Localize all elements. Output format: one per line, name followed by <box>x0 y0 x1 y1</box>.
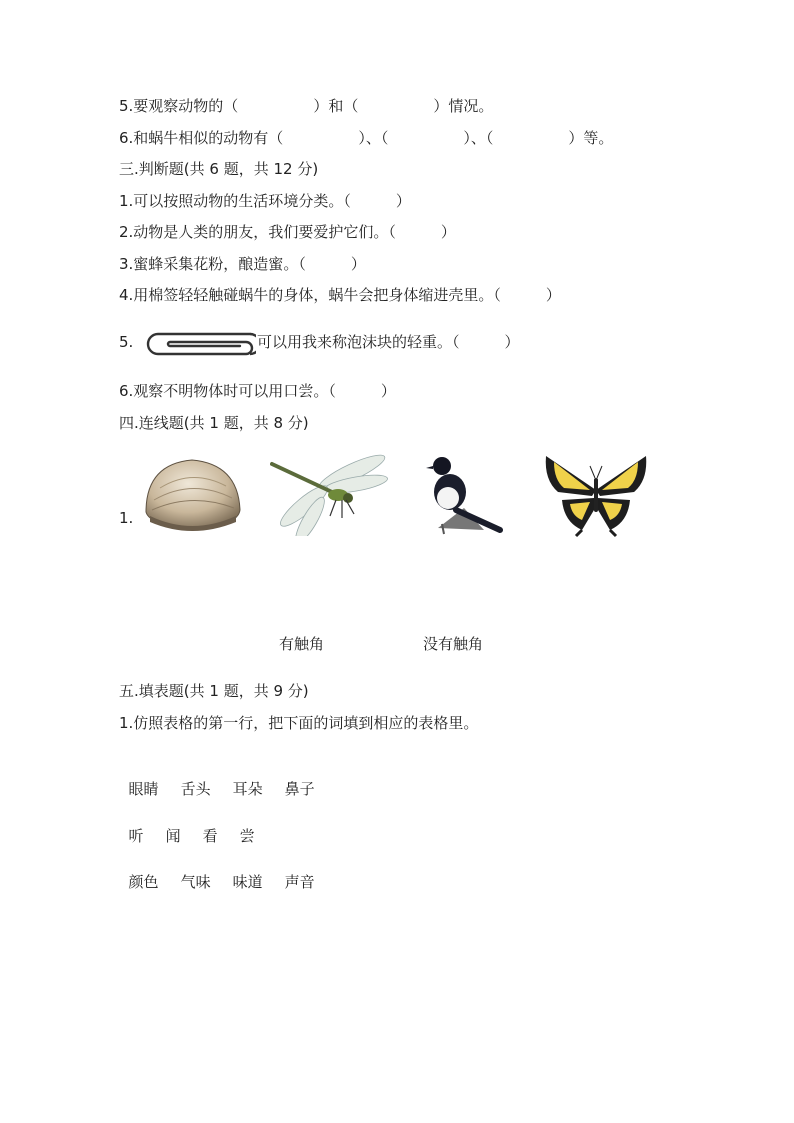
clam-image <box>142 452 242 536</box>
judge-item-3: 3.蜜蜂采集花粉，酿造蜜。（ ） <box>119 255 366 273</box>
judge-item-1: 1.可以按照动物的生活环境分类。（ ） <box>119 192 411 210</box>
judge-section-heading: 三.判断题(共 6 题，共 12 分) <box>119 160 319 178</box>
paperclip-icon <box>142 328 256 360</box>
table-section-heading: 五.填表题(共 1 题，共 9 分) <box>119 682 309 700</box>
word-row-organs <box>119 759 337 799</box>
judge-item-5-text: 可以用我来称泡沫块的轻重。（ ） <box>257 333 520 351</box>
table-instruction: 1.仿照表格的第一行，把下面的词填到相应的表格里。 <box>119 714 479 732</box>
word-taste: 尝 <box>239 827 255 845</box>
match-question-number: 1. <box>119 509 134 527</box>
judge-item-5-number: 5. <box>119 333 134 351</box>
fill-question-5: 5.要观察动物的（ ）和（ ）情况。 <box>119 97 494 115</box>
dragonfly-image <box>270 450 390 536</box>
word-odor: 气味 <box>180 873 211 891</box>
word-flavor: 味道 <box>232 873 263 891</box>
judge-item-4: 4.用棉签轻轻触碰蜗牛的身体，蜗牛会把身体缩进壳里。（ ） <box>119 286 561 304</box>
word-row-properties <box>119 852 337 892</box>
fill-question-6: 6.和蜗牛相似的动物有（ ）、（ ）、（ ）等。 <box>119 129 614 147</box>
word-look: 看 <box>202 827 218 845</box>
word-tongue: 舌头 <box>180 780 211 798</box>
word-row-actions <box>119 806 277 846</box>
match-section-heading: 四.连线题(共 1 题，共 8 分) <box>119 414 309 432</box>
word-eyes: 眼睛 <box>128 780 159 798</box>
word-ears: 耳朵 <box>232 780 263 798</box>
judge-item-6: 6.观察不明物体时可以用口尝。（ ） <box>119 382 396 400</box>
word-smell: 闻 <box>165 827 181 845</box>
match-label-has-antennae: 有触角 <box>279 635 325 653</box>
magpie-image <box>424 450 504 536</box>
butterfly-image <box>542 450 650 538</box>
word-listen: 听 <box>128 827 144 845</box>
judge-item-2: 2.动物是人类的朋友，我们要爱护它们。（ ） <box>119 223 456 241</box>
word-nose: 鼻子 <box>284 780 315 798</box>
word-sound: 声音 <box>284 873 315 891</box>
match-label-no-antennae: 没有触角 <box>423 635 484 653</box>
word-color: 颜色 <box>128 873 159 891</box>
